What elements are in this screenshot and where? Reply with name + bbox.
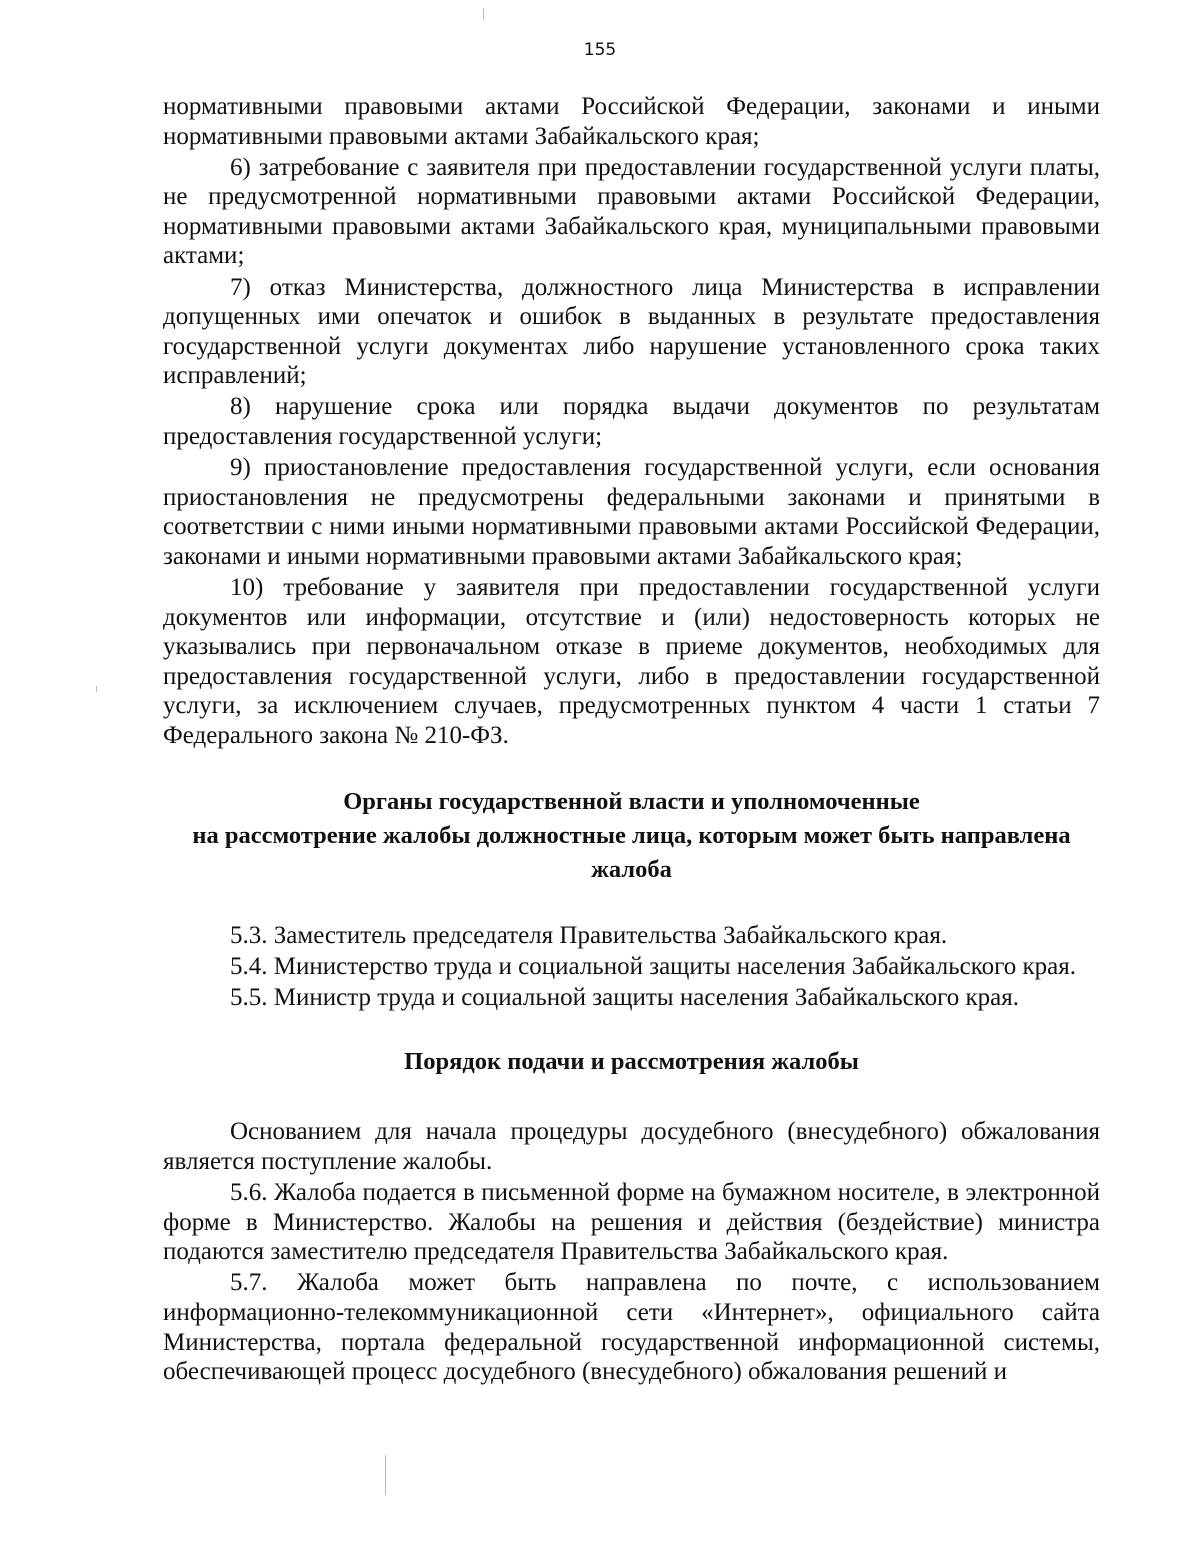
clause-5-6: 5.6. Жалоба подается в письменной форме на бумажном носителе, в электронной форме в Министерство. Жалобы на решения и действия (бездействие) министра подаются заместителю председателя Правительства Забайкальского края. <box>163 1179 1100 1266</box>
document-body <box>163 92 1100 1387</box>
heading-line-2: на рассмотрение жалобы должностные лица, которым может быть направлена <box>192 821 1071 849</box>
paragraph-grounds: Основанием для начала процедуры досудебного (внесудебного) обжалования является поступление жалобы. <box>163 1118 1100 1175</box>
list-item-6: 6) затребование с заявителя при предоставлении государственной услуги платы, не предусмотренной нормативными правовыми актами Российской Федерации, нормативными правовыми актами Забайкальского края, муниципальными правовыми актами; <box>163 153 1100 270</box>
scan-artifact-top <box>483 8 484 20</box>
list-item-9: 9) приостановление предоставления государственной услуги, если основания приостановления не предусмотрены федеральными законами и принятыми в соответствии с ними иными нормативными правовыми актами Российской Федерации, законами и иными нормативными правовыми актами Забайкальского края; <box>163 454 1100 570</box>
list-item-8: 8) нарушение срока или порядка выдачи документов по результатам предоставления государственной услуги; <box>163 393 1100 451</box>
clause-5-5: 5.5. Министр труда и социальной защиты населения Забайкальского края. <box>230 983 1020 1011</box>
list-item-7: 7) отказ Министерства, должностного лица Министерства в исправлении допущенных ими опечаток и ошибок в выданных в результате предоставления государственной услуги документах либо нарушение установленного срока таких исправлений; <box>163 273 1100 390</box>
scan-artifact-left <box>96 686 97 692</box>
scan-artifact-bottom <box>385 1455 386 1495</box>
clause-5-7: 5.7. Жалоба может быть направлена по почте, с использованием информационно-телекоммуникационной сети «Интернет», официального сайта Министерства, портала федеральной государственной информационной системы, обеспечивающей процесс досудебного (внесудебного) обжалования решений и <box>163 1269 1100 1386</box>
section-heading-procedure <box>163 1045 1100 1079</box>
page-number: 155 <box>583 40 617 60</box>
list-item-10: 10) требование у заявителя при предоставлении государственной услуги документов или информации, отсутствие и (или) недостоверность которых не указывались при первоначальном отказе в приеме документов, необходимых для предоставления государственной услуги, либо в предоставлении государственной услуги, за исключением случаев, предусмотренных пунктом 4 части 1 статьи 7 Федерального закона № 210-ФЗ. <box>163 574 1100 749</box>
heading-line-3: жалоба <box>591 855 672 883</box>
clause-5-3: 5.3. Заместитель председателя Правительства Забайкальского края. <box>230 921 948 949</box>
section-heading-authorities <box>163 785 1100 887</box>
paragraph-continuation: нормативными правовыми актами Российской Федерации, законами и иными нормативными правовыми актами Забайкальского края; <box>163 93 1100 150</box>
heading-procedure-text: Порядок подачи и рассмотрения жалобы <box>404 1048 859 1076</box>
heading-line-1: Органы государственной власти и уполномоченные <box>343 787 920 815</box>
clause-5-4: 5.4. Министерство труда и социальной защиты населения Забайкальского края. <box>230 952 1076 980</box>
